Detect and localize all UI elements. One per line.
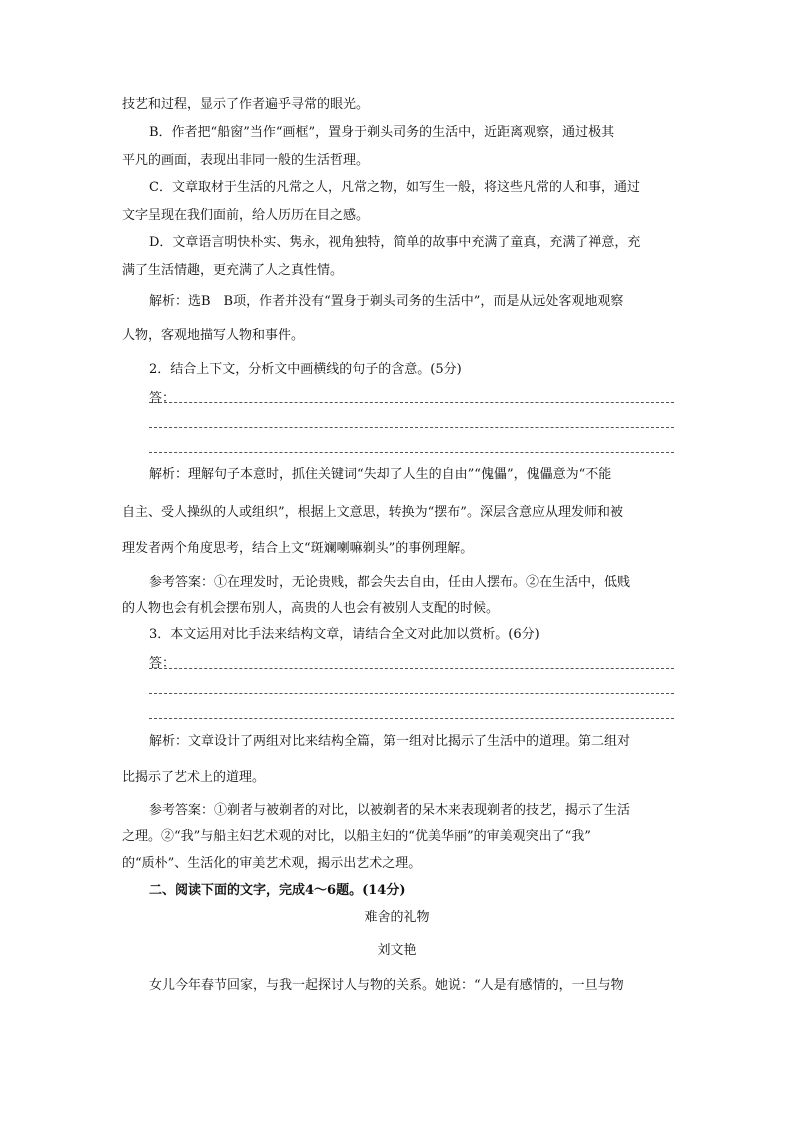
question-2: 2．结合上下文，分析文中画横线的句子的含意。(5分)	[149, 362, 462, 377]
reference-answer-line: 参考答案：①剃者与被剃者的对比，以被剃者的呆木来表现剃者的技艺，揭示了生活	[149, 803, 631, 818]
reference-answer-line: 的“质朴”、生活化的审美艺术观，揭示出艺术之理。	[122, 856, 422, 871]
answer-label: 答：	[149, 391, 176, 406]
answer-line	[149, 668, 674, 669]
analysis-line: 理发者两个角度思考，结合上文“斑斓喇嘛剃头”的事例理解。	[122, 541, 474, 556]
answer-line	[149, 693, 674, 694]
reference-answer-line: 参考答案：①在理发时，无论贵贱，都会失去自由，任由人摆布。②在生活中，低贱	[149, 575, 631, 590]
analysis-line: 自主、受人操纵的人或组织”，根据上文意思，转换为“摆布”。深层含意应从理发师和被	[122, 505, 623, 520]
analysis-line: 人物，客观地描写人物和事件。	[122, 328, 305, 343]
question-3: 3．本文运用对比手法来结构文章，请结合全文对此加以赏析。(6分)	[149, 627, 540, 642]
analysis-line: 比揭示了艺术上的道理。	[122, 770, 266, 785]
option-b-line: B．作者把“船窗”当作“画框”，置身于剃头司务的生活中，近距离观察，通过极其	[149, 125, 615, 140]
section-heading: 二、阅读下面的文字，完成4～6题。(14分)	[149, 883, 406, 898]
option-d-line: D．文章语言明快朴实、隽永，视角独特，简单的故事中充满了童真，充满了禅意，充	[149, 235, 641, 250]
text-line: 文字呈现在我们面前，给人历历在目之感。	[122, 208, 370, 223]
answer-label: 答：	[149, 656, 176, 671]
text-line: 满了生活情趣，更充满了人之真性情。	[122, 263, 344, 278]
analysis-line: 解析：选B B项，作者并没有“置身于剃头司务的生活中”，而是从远处客观地观察	[149, 294, 624, 309]
answer-line	[149, 718, 674, 719]
article-body-line: 女儿今年春节回家，与我一起探讨人与物的关系。她说：“人是有感情的，一旦与物	[149, 978, 624, 993]
analysis-line: 解析：文章设计了两组对比来结构全篇，第一组对比揭示了生活中的道理。第二组对	[149, 734, 631, 749]
reference-answer-line: 的人物也会有机会摆布别人，高贵的人也会有被别人支配的时候。	[122, 601, 500, 616]
article-title: 难舍的礼物	[364, 910, 430, 925]
text-line: 技艺和过程，显示了作者遍乎寻常的眼光。	[122, 97, 370, 112]
answer-line	[149, 427, 674, 428]
answer-line	[149, 452, 674, 453]
reference-answer-line: 之理。②“我”与船主妇艺术观的对比，以船主妇的“优美华丽”的审美观突出了“我”	[122, 829, 591, 844]
answer-line	[149, 402, 674, 403]
option-c-line: C．文章取材于生活的凡常之人，凡常之物，如写生一般，将这些凡常的人和事，通过	[149, 180, 640, 195]
article-author: 刘文艳	[377, 943, 417, 958]
analysis-line: 解析：理解句子本意时，抓住关键词“失却了人生的自由”“傀儡”，傀儡意为“不能	[149, 467, 612, 482]
text-line: 平凡的画面，表现出非同一般的生活哲理。	[122, 153, 370, 168]
